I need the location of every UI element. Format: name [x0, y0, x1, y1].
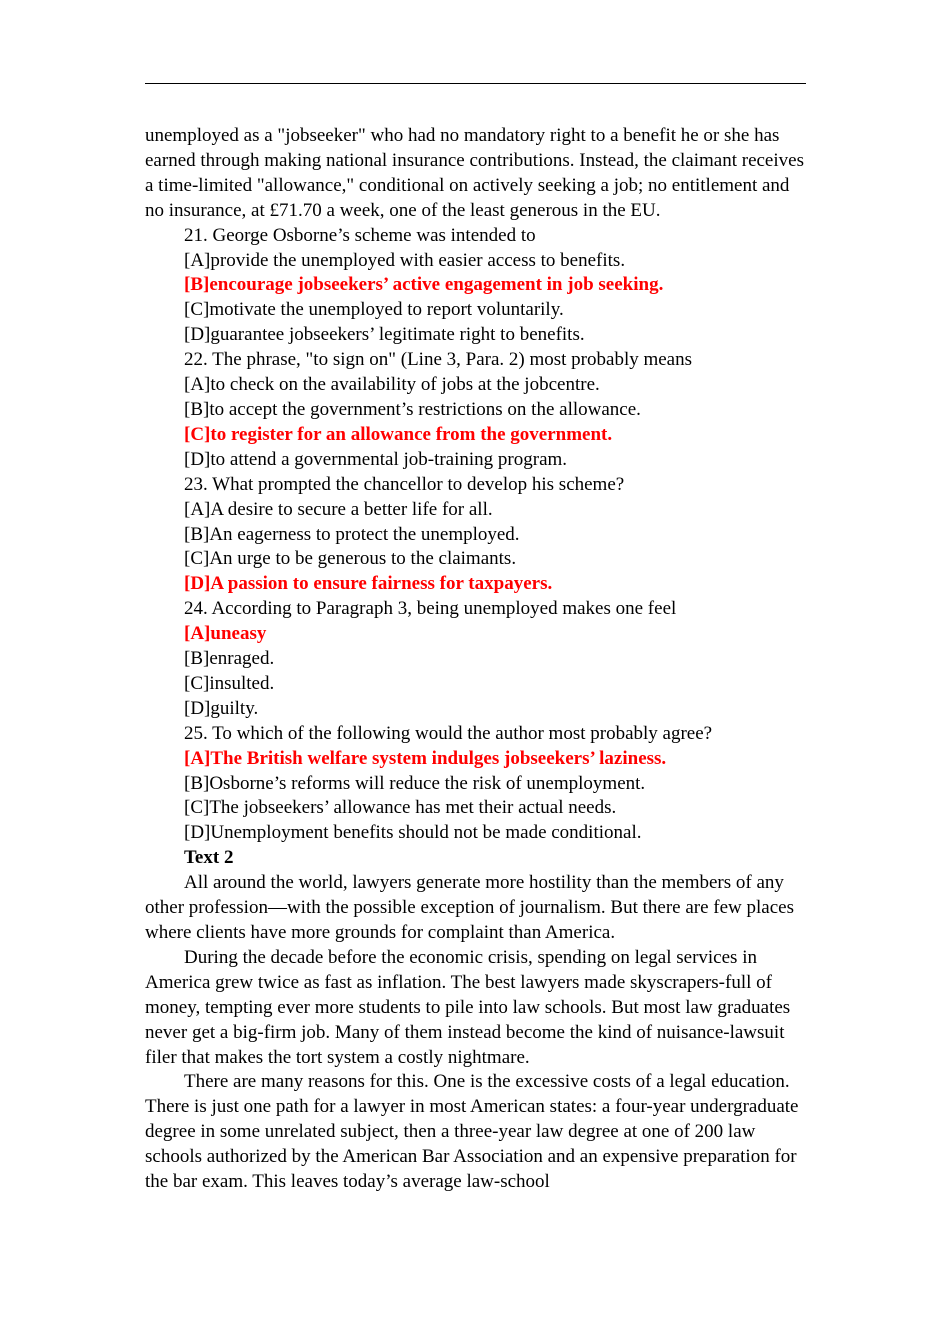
question-stem: 22. The phrase, "to sign on" (Line 3, Para. 2) most probably means — [184, 349, 693, 371]
answer-option: [C]An urge to be generous to the claimants. — [184, 548, 517, 570]
answer-option: [B]to accept the government’s restrictions on the allowance. — [184, 398, 641, 420]
answer-option-correct: [D]A passion to ensure fairness for taxpayers. — [184, 573, 553, 595]
answer-option: [A]to check on the availability of jobs at the jobcentre. — [184, 374, 600, 396]
question-stem: 25. To which of the following would the author most probably agree? — [184, 722, 713, 744]
section-title: Text 2 — [184, 847, 234, 869]
text2-body — [145, 871, 809, 1195]
passage-continuation: unemployed as a "jobseeker" who had no mandatory right to a benefit he or she has earned through making national insurance contributions. Instead, the claimant receives a time-limited "allowance," conditional on actively seeking a job; no entitlement and no insurance, at £71.70 a week, one of the least generous in the EU. — [145, 125, 804, 221]
question-list — [145, 224, 809, 847]
document-body — [145, 124, 809, 1195]
answer-option: [D]guarantee jobseekers’ legitimate right to benefits. — [184, 324, 585, 346]
answer-option-correct: [A]uneasy — [184, 623, 267, 645]
answer-option: [D]Unemployment benefits should not be made conditional. — [184, 822, 642, 844]
answer-option: [D]guilty. — [184, 697, 259, 719]
question-stem: 21. George Osborne’s scheme was intended to — [184, 224, 536, 246]
answer-option: [A]provide the unemployed with easier access to benefits. — [184, 249, 626, 271]
question-stem: 23. What prompted the chancellor to develop his scheme? — [184, 473, 625, 495]
answer-option: [B]Osborne’s reforms will reduce the risk of unemployment. — [184, 772, 646, 794]
answer-option-correct: [A]The British welfare system indulges jobseekers’ laziness. — [184, 747, 667, 769]
text2-paragraph: All around the world, lawyers generate more hostility than the members of any other profession—with the possible exception of journalism. But there are few places where clients have more grounds for complaint than America. — [145, 872, 794, 943]
text2-paragraph: During the decade before the economic crisis, spending on legal services in America grew twice as fast as inflation. The best lawyers made skyscrapers-full of money, tempting ever more students to pile into law schools. But most law graduates never get a big-firm job. Many of them instead become the kind of nuisance-lawsuit filer that makes the tort system a costly nightmare. — [145, 946, 791, 1068]
answer-option: [C]motivate the unemployed to report voluntarily. — [184, 299, 564, 321]
header-rule — [145, 83, 806, 84]
answer-option: [C]The jobseekers’ allowance has met their actual needs. — [184, 797, 617, 819]
answer-option: [C]insulted. — [184, 672, 275, 694]
answer-option: [D]to attend a governmental job-training program. — [184, 448, 568, 470]
answer-option-correct: [C]to register for an allowance from the government. — [184, 423, 613, 445]
answer-option: [B]enraged. — [184, 648, 275, 670]
answer-option: [A]A desire to secure a better life for all. — [184, 498, 493, 520]
question-stem: 24. According to Paragraph 3, being unemployed makes one feel — [184, 598, 677, 620]
answer-option-correct: [B]encourage jobseekers’ active engagement in job seeking. — [184, 274, 664, 296]
text2-paragraph: There are many reasons for this. One is the excessive costs of a legal education. There is just one path for a lawyer in most American states: a four-year undergraduate degree in some unrelated subject, then a three-year law degree at one of 200 law schools authorized by the American Bar Association and an expensive preparation for the bar exam. This leaves today’s average law-school — [145, 1071, 799, 1193]
answer-option: [B]An eagerness to protect the unemployed. — [184, 523, 520, 545]
